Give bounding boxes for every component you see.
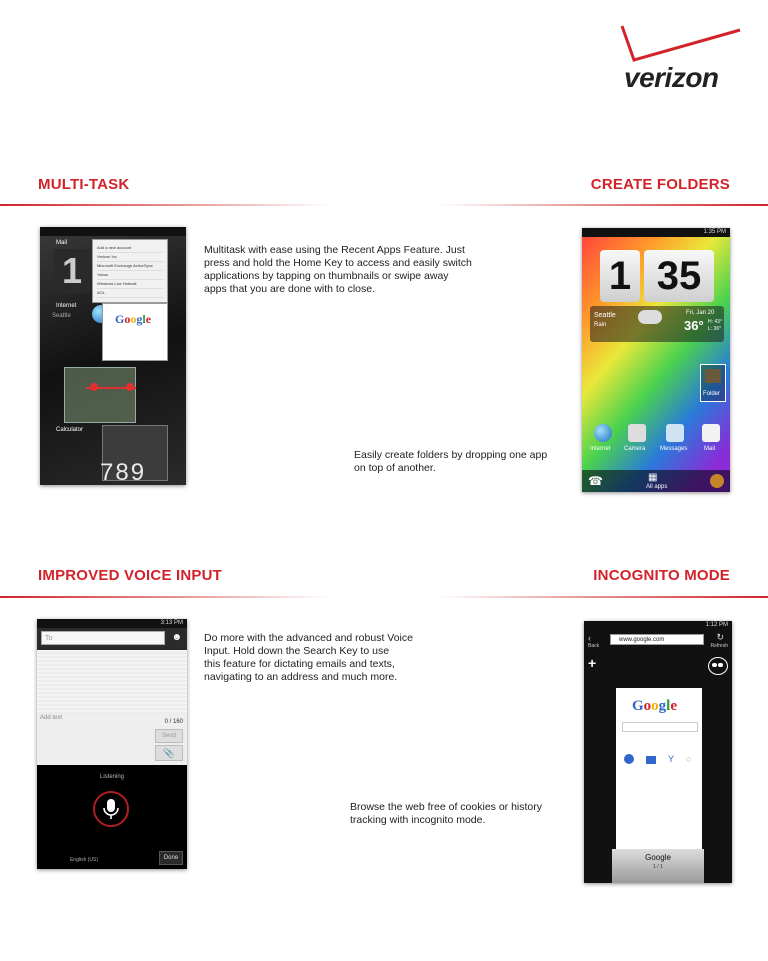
- language-label[interactable]: English (US): [69, 857, 99, 863]
- browser-page-thumbnail[interactable]: [616, 688, 702, 850]
- google-logo: Google: [115, 312, 152, 326]
- bars-icon: Y: [668, 754, 675, 764]
- tab-footer[interactable]: [612, 849, 704, 883]
- date-label: Fri, Jan 20: [686, 310, 715, 316]
- menu-row: AOL: [97, 289, 163, 298]
- logo-wordmark: verizon: [624, 62, 719, 93]
- tab-counter: 1 / 1: [653, 864, 663, 870]
- section-title-voice: IMPROVED VOICE INPUT: [38, 567, 223, 584]
- add-tab-icon[interactable]: +: [588, 655, 597, 671]
- camera-app-icon[interactable]: [628, 424, 646, 442]
- bottom-dock: [582, 470, 730, 492]
- desc-line: this feature for dictating emails and texts,: [204, 658, 395, 670]
- folders-screenshot: [582, 228, 730, 492]
- mail-app-icon[interactable]: [702, 424, 720, 442]
- status-bar: 3:13 PM: [37, 619, 187, 628]
- all-apps-icon[interactable]: ▦: [648, 472, 658, 483]
- refresh-icon[interactable]: ↻: [716, 632, 724, 642]
- flip-clock-hour: 1: [600, 250, 640, 302]
- calculator-label: Calculator: [56, 427, 84, 433]
- multitask-screenshot: [40, 227, 186, 485]
- cloud-icon: [638, 310, 662, 324]
- desc-line: press and hold the Home Key to access and easily switch: [204, 257, 472, 269]
- incognito-description: [350, 801, 542, 827]
- incognito-screenshot: [584, 621, 732, 883]
- desc-line: Easily create folders by dropping one app: [354, 449, 548, 461]
- multitask-description: [204, 244, 472, 296]
- divider-voice: [0, 596, 330, 598]
- desc-line: navigating to an address and much more.: [204, 671, 398, 683]
- dock-label: Messages: [660, 446, 688, 452]
- desc-line: tracking with incognito mode.: [350, 814, 486, 826]
- internet-label: Internet: [56, 303, 77, 309]
- voice-description: [204, 632, 413, 684]
- restaurants-icon: [624, 754, 634, 764]
- divider-folders: [438, 204, 768, 206]
- more-icon: ○: [686, 754, 692, 764]
- divider-incognito: [438, 596, 768, 598]
- clock-thumb: 1: [54, 249, 90, 293]
- section-title-folders: CREATE FOLDERS: [590, 176, 730, 193]
- internet-app-icon[interactable]: [594, 424, 612, 442]
- folders-description: [354, 449, 547, 475]
- tab-title: Google: [645, 853, 671, 862]
- menu-row: Microsoft Exchange ActiveSync: [97, 262, 163, 271]
- mic-button[interactable]: [93, 791, 129, 827]
- menu-row: Windows Live Hotmail: [97, 280, 163, 289]
- attach-icon[interactable]: 📎: [155, 745, 183, 761]
- status-bar: 1:12 PM: [584, 621, 732, 630]
- voice-screenshot: [37, 619, 187, 869]
- weather-widget: [590, 306, 724, 342]
- condition-label: Rain: [594, 322, 607, 328]
- desc-line: on top of another.: [354, 462, 436, 474]
- dock-label: Mail: [704, 446, 716, 452]
- app-thumbnail-swiping: [64, 367, 136, 423]
- to-field[interactable]: To: [41, 631, 165, 645]
- listening-label: Listening: [99, 774, 125, 780]
- hi-label: H: 43°: [708, 319, 722, 325]
- char-counter: 0 / 160: [164, 719, 183, 725]
- to-bar: [37, 628, 187, 650]
- desc-line: applications by tapping on thumbnails or swipe away: [204, 270, 449, 282]
- desc-line: Browse the web free of cookies or history: [350, 801, 543, 813]
- menu-row: Verizon Inc: [97, 253, 163, 262]
- mail-thumbnail: [92, 239, 168, 303]
- coffee-icon: [646, 756, 656, 764]
- section-title-multitask: MULTI-TASK: [38, 176, 130, 193]
- url-field[interactable]: www.google.com: [610, 634, 704, 645]
- add-text-field[interactable]: Add text: [40, 715, 63, 721]
- flip-clock-minute: 35: [644, 250, 714, 302]
- send-button[interactable]: Send: [155, 729, 183, 743]
- done-button[interactable]: Done: [159, 851, 183, 865]
- all-apps-label: All apps: [646, 484, 668, 490]
- search-box[interactable]: [622, 722, 698, 732]
- internet-thumbnail: [102, 303, 168, 361]
- refresh-label: Refresh: [710, 643, 728, 649]
- calc-digits: 789: [100, 459, 147, 485]
- swipe-dot-icon: [126, 383, 134, 391]
- microphone-icon: [95, 793, 127, 825]
- menu-row: Add a new account: [97, 244, 163, 253]
- folder-icon[interactable]: [700, 364, 726, 402]
- verizon-logo: [610, 24, 742, 94]
- swipe-dot-icon: [90, 383, 98, 391]
- city-label: Seattle: [594, 312, 616, 319]
- lo-label: L: 36°: [708, 326, 722, 332]
- mail-label: Mail: [56, 240, 68, 246]
- back-label: Back: [588, 643, 600, 649]
- incognito-icon[interactable]: [708, 657, 728, 675]
- folder-label: Folder: [703, 391, 721, 397]
- status-bar: [40, 227, 186, 236]
- dock-label: Internet: [590, 446, 611, 452]
- menu-row: Yahoo: [97, 271, 163, 280]
- phone-icon[interactable]: ☎: [588, 474, 603, 488]
- back-icon[interactable]: ‹: [588, 633, 591, 643]
- divider-multitask: [0, 204, 330, 206]
- temp-label: 36°: [684, 318, 704, 333]
- messages-app-icon[interactable]: [666, 424, 684, 442]
- desc-line: Input. Hold down the Search Key to use: [204, 645, 390, 657]
- section-title-incognito: INCOGNITO MODE: [593, 567, 730, 584]
- google-logo: Google: [632, 698, 678, 714]
- desc-line: Do more with the advanced and robust Voice: [204, 632, 413, 644]
- status-bar: 1:35 PM: [582, 228, 730, 237]
- message-area: [37, 650, 187, 714]
- seattle-label: Seattle: [52, 313, 71, 319]
- desc-line: apps that you are done with to close.: [204, 283, 376, 295]
- personalize-icon[interactable]: [710, 474, 724, 488]
- contact-icon[interactable]: ☻: [171, 632, 182, 643]
- dock-label: Camera: [624, 446, 646, 452]
- desc-line: Multitask with ease using the Recent Apps Feature. Just: [204, 244, 465, 256]
